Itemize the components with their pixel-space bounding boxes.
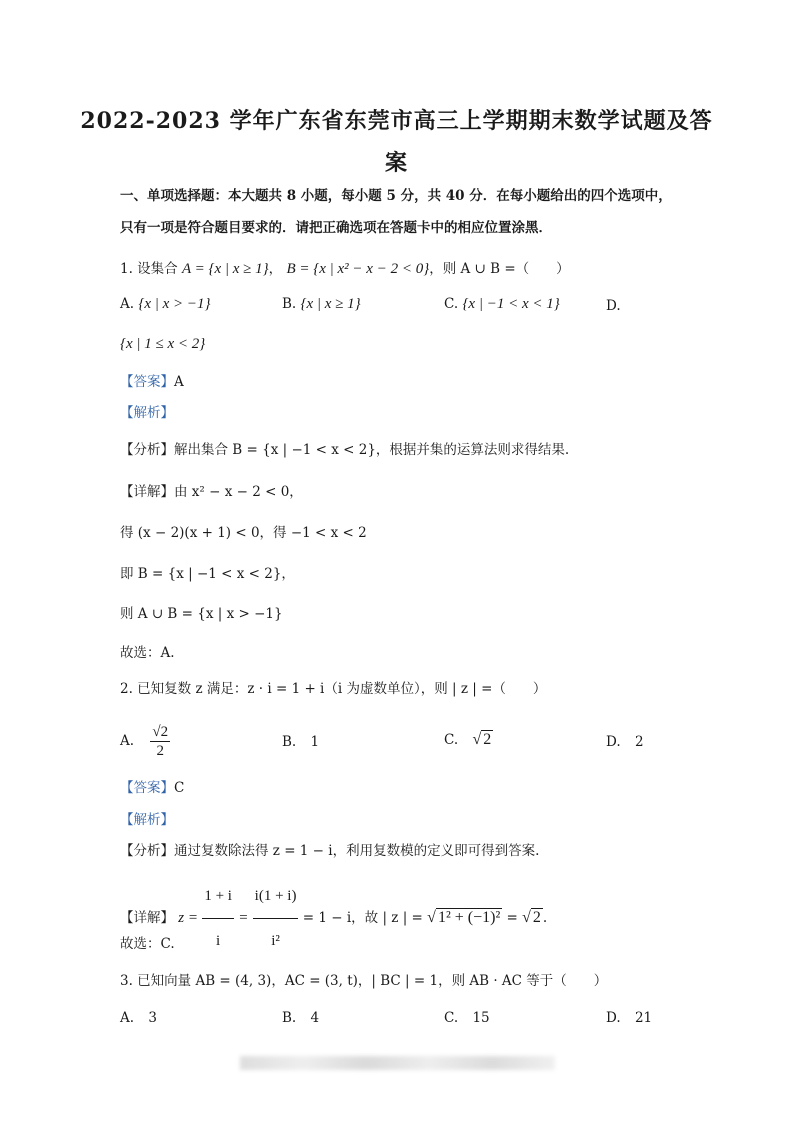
q3-option-a: [120, 1009, 157, 1027]
q2-option-c: [444, 731, 493, 749]
document-title-line1: 2022-2023 学年广东省东莞市高三上学期期末数学试题及答: [80, 108, 713, 134]
q2-option-b-label: B.: [282, 734, 297, 750]
q1-analysis-tag: 【解析】: [120, 405, 174, 421]
q2-detail-result: 2: [532, 909, 541, 926]
q2-detail-middle: = 1 − i，故 | z | =: [302, 910, 423, 926]
q2-fenxi-tag: 【分析】: [120, 843, 174, 859]
q2-detail-fraction2-denominator: i²: [271, 933, 280, 949]
q2-option-c-label: C.: [444, 732, 459, 748]
q2-answer: [120, 779, 184, 797]
q2-detail-fraction1-denominator: i: [216, 933, 221, 949]
q3-option-c-text: 15: [472, 1010, 490, 1026]
q2-option-a: [120, 723, 170, 760]
q2-detail-fraction1-numerator: 1 + i: [202, 874, 234, 919]
q2-option-d-text: 2: [634, 734, 644, 750]
q2-detail-z: z =: [178, 910, 199, 926]
q1-stem: [120, 260, 570, 278]
q2-fenxi: [120, 842, 539, 860]
q1-set-a: A = {x | x ≥ 1}: [181, 261, 269, 277]
q1-option-c: [444, 295, 560, 313]
q1-option-a: [120, 295, 211, 313]
q1-prefix: 1. 设集合: [120, 261, 178, 277]
q2-detail-sqrt: √ 1² + (−1)²: [427, 909, 501, 926]
q2-option-c-radicand: 2: [483, 731, 492, 748]
q2-option-a-fraction: [150, 723, 170, 760]
q3-option-b-label: B.: [282, 1010, 297, 1026]
q3-option-c-label: C.: [444, 1010, 459, 1026]
q1-option-d-label: D.: [606, 298, 621, 314]
q1-option-b-text: {x | x ≥ 1}: [300, 296, 361, 312]
q1-option-d-text: {x | 1 ≤ x < 2}: [120, 336, 206, 352]
q1-fenxi-text: 解出集合 B = {x | −1 < x < 2}，根据并集的运算法则求得结果.: [174, 442, 570, 458]
q2-detail-fraction2-numerator: i(1 + i): [253, 874, 299, 919]
q1-answer-value: A: [174, 374, 184, 390]
q1-ask: ，则 A ∪ B =（ ）: [429, 261, 570, 277]
q2-answer-value: C: [174, 780, 185, 796]
q2-option-c-sqrt: √ 2: [472, 731, 492, 748]
q2-stem: 2. 已知复数 z 满足：z · i = 1 + i（i 为虚数单位），则 | z | =（ ）: [120, 681, 547, 697]
q2-option-d: [606, 733, 644, 751]
q2-option-a-label: A.: [120, 733, 135, 749]
q2-detail-radicand: 1² + (−1)²: [437, 909, 501, 926]
q2-detail-result-sqrt: √ 2: [522, 909, 541, 926]
section-header-line1: 一、单项选择题：本大题共 8 小题，每小题 5 分，共 40 分．在每小题给出的四个选项中，: [120, 188, 672, 204]
q1-option-b-label: B.: [282, 296, 297, 312]
q1-answer-tag: 【答案】: [120, 374, 174, 390]
q3-option-c: [444, 1009, 490, 1027]
q1-detail1-text: 由 x² − x − 2 < 0，: [174, 484, 303, 500]
section-header-line2: 只有一项是符合题目要求的．请把正确选项在答题卡中的相应位置涂黑．: [120, 220, 552, 236]
q2-option-a-numerator: √2: [152, 724, 169, 740]
q1-option-b: [282, 295, 361, 313]
q1-option-c-label: C.: [444, 296, 459, 312]
blurred-footer-watermark: [240, 1056, 555, 1070]
q2-option-b-text: 1: [310, 734, 320, 750]
q3-option-b-text: 4: [310, 1010, 320, 1026]
q1-detail-line1: [120, 483, 303, 501]
q1-detail-line2: 得 (x − 2)(x + 1) < 0，得 −1 < x < 2: [120, 525, 367, 541]
q2-option-b: [282, 733, 319, 751]
q1-detail-line4: 则 A ∪ B = {x | x > −1}: [120, 606, 283, 622]
q2-analysis-tag: 【解析】: [120, 812, 174, 828]
q2-detail-fraction2: [253, 874, 299, 963]
q2-detail: 【详解】 z = $\frac{1 + i}{i}$ = $\frac{i(1 + i)}{\text{i²}}$ = 1 − i，故 | z | = √ 1² + (−1)² = √ 2 .: [120, 874, 547, 963]
q1-fenxi: [120, 441, 569, 459]
q3-option-d-label: D.: [606, 1010, 621, 1026]
q2-option-d-label: D.: [606, 734, 621, 750]
q3-option-b: [282, 1009, 319, 1027]
q2-detail-equals: =: [506, 910, 518, 926]
q2-fenxi-text: 通过复数除法得 z = 1 − i，利用复数模的定义即可得到答案.: [174, 843, 540, 859]
q3-stem: 3. 已知向量 AB = (4, 3)，AC = (3, t)，| BC | = 1，则 AB · AC 等于（ ）: [120, 973, 608, 989]
q1-option-c-text: {x | −1 < x < 1}: [462, 296, 560, 312]
q1-fenxi-tag: 【分析】: [120, 442, 174, 458]
q3-option-d: [606, 1009, 652, 1027]
q1-conclusion: 故选：A.: [120, 645, 175, 661]
q1-option-a-label: A.: [120, 296, 135, 312]
q1-detail-line3: 即 B = {x | −1 < x < 2}，: [120, 566, 295, 582]
q1-set-b: B = {x | x² − x − 2 < 0}: [286, 261, 430, 277]
q1-answer: [120, 373, 184, 391]
q2-detail-tag: 【详解】: [120, 910, 174, 926]
q2-option-a-denominator: 2: [156, 743, 164, 759]
q1-detail-tag: 【详解】: [120, 484, 174, 500]
q3-option-d-text: 21: [634, 1010, 653, 1026]
q2-detail-period: .: [542, 910, 548, 926]
q2-detail-fraction1: [202, 874, 234, 963]
q1-option-a-text: {x | x > −1}: [138, 296, 211, 312]
q2-answer-tag: 【答案】: [120, 780, 174, 796]
q3-option-a-text: 3: [148, 1010, 157, 1026]
q1-sep: ，: [268, 261, 283, 277]
q2-conclusion: 故选：C.: [120, 936, 175, 952]
document-title-line2: 案: [384, 150, 408, 176]
q3-option-a-label: A.: [120, 1010, 135, 1026]
